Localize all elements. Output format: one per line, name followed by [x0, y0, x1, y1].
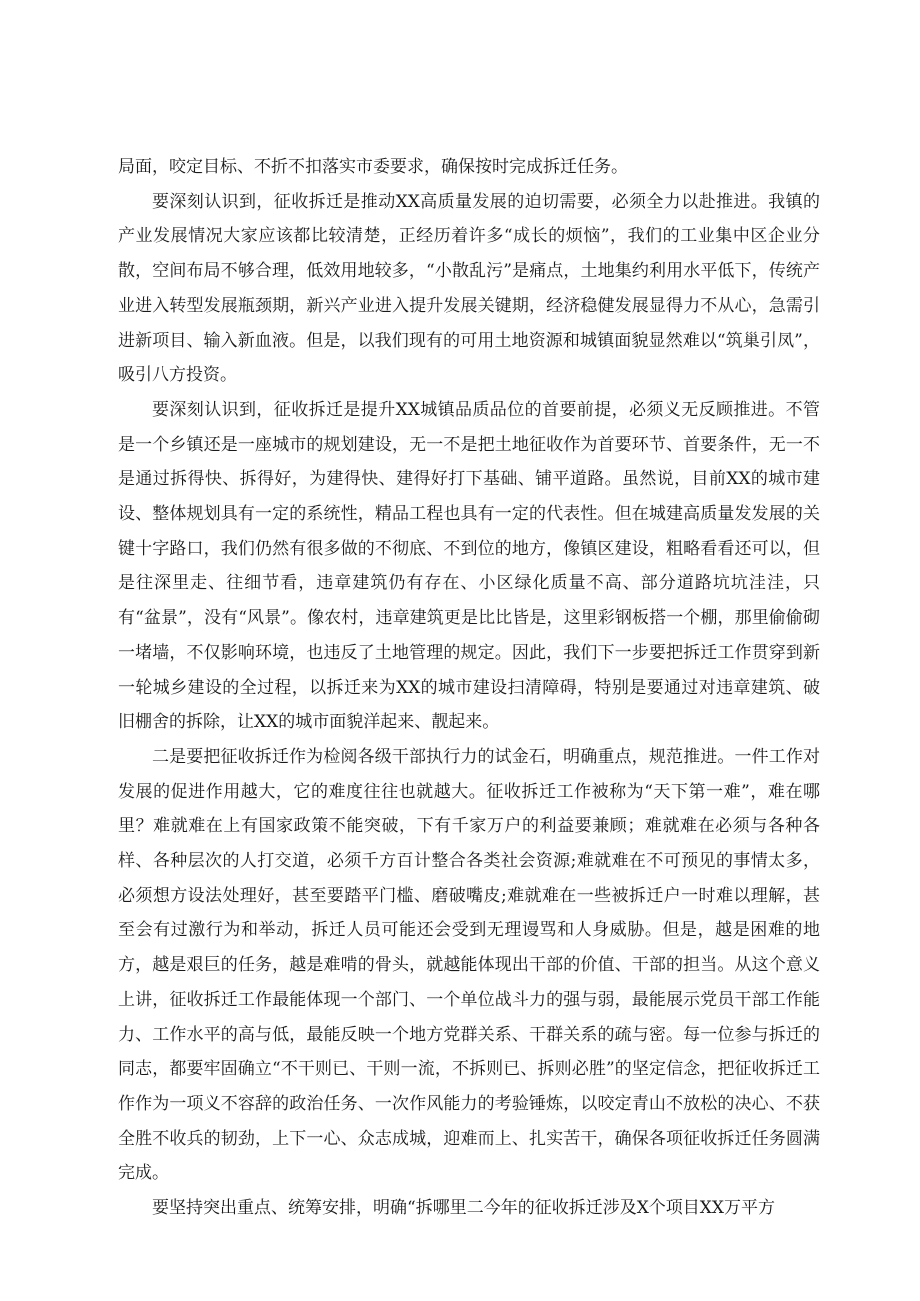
- document-page: [118, 150, 820, 1226]
- paragraph-key-focus: 要坚持突出重点、统筹安排，明确“拆哪里二今年的征收拆迁涉及X个项目XX万平方: [152, 1198, 775, 1219]
- paragraph-continuation: 局面，咬定目标、不折不扣落实市委要求，确保按时完成拆迁任务。: [118, 157, 628, 177]
- paragraph-development-need: 要深刻认识到，征收拆迁是推动XX高质量发展的迫切需要，必须全力以赴推进。我镇的产业发展情况大家应该都比较清楚，正经历着许多“成长的烦恼”，我们的工业集中区企业分散，空间布局不够合理，低效用地较多，“小散乱污”是痛点，土地集约利用水平低下，传统产业进入转型发展瓶颈期，新兴产业进入提升发展关键期，经济稳健发展显得力不从心，急需引进新项目、输入新血液。但是，以我们现有的可用土地资源和城镇面貌显然难以“筑巢引凤”，吸引八方投资。: [118, 191, 820, 386]
- paragraph-urban-quality: 要深刻认识到，征收拆迁是提升XX城镇品质品位的首要前提，必须义无反顾推进。不管是一个乡镇还是一座城市的规划建设，无一不是把土地征收作为首要环节、首要条件，无一不是通过拆得快、拆得好，为建得快、建得好打下基础、铺平道路。虽然说，目前XX的城市建设、整体规划具有一定的系统性，精品工程也具有一定的代表性。但在城建高质量发发展的关键十字路口，我们仍然有很多做的不彻底、不到位的地方，像镇区建设，粗略看看还可以，但是往深里走、往细节看，违章建筑仍有存在、小区绿化质量不高、部分道路坑坑洼洼，只有“盆景”，没有“风景”。像农村，违章建筑更是比比皆是，这里彩钢板搭一个棚，那里偷偷砌一堵墙，不仅影响环境，也违反了土地管理的规定。因此，我们下一步要把拆迁工作贯穿到新一轮城乡建设的全过程，以拆迁来为XX的城市建设扫清障碍，特别是要通过对违章建筑、破旧棚舍的拆除，让XX的城市面貌洋起来、靓起来。: [118, 399, 820, 733]
- paragraph-cadre-execution: 二是要把征收拆迁作为检阅各级干部执行力的试金石，明确重点，规范推进。一件工作对发展的促进作用越大，它的难度往往也就越大。征收拆迁工作被称为“天下第一难”，难在哪里？难就难在上有国家政策不能突破，下有千家万户的利益要兼顾；难就难在必须与各种各样、各种层次的人打交道，必须千方百计整合各类社会资源;难就难在不可预见的事情太多，必须想方设法处理好，甚至要踏平门槛、磨破嘴皮;难就难在一些被拆迁户一时难以理解，甚至会有过激行为和举动，拆迁人员可能还会受到无理谩骂和人身威胁。但是，越是困难的地方，越是艰巨的任务，越是难啃的骨头，就越能体现出干部的价值、干部的担当。从这个意义上讲，征收拆迁工作最能体现一个部门、一个单位战斗力的强与弱，最能展示党员干部工作能力、工作水平的高与低，最能反映一个地方党群关系、干群关系的疏与密。每一位参与拆迁的同志，都要牢固确立“不干则已、干则一流，不拆则已、拆则必胜”的坚定信念，把征收拆迁工作作为一项义不容辞的政治任务、一次作风能力的考验锤炼，以咬定青山不放松的决心、不获全胜不收兵的韧劲，上下一心、众志成城，迎难而上、扎实苦干，确保各项征收拆迁任务圆满完成。: [118, 746, 820, 1184]
